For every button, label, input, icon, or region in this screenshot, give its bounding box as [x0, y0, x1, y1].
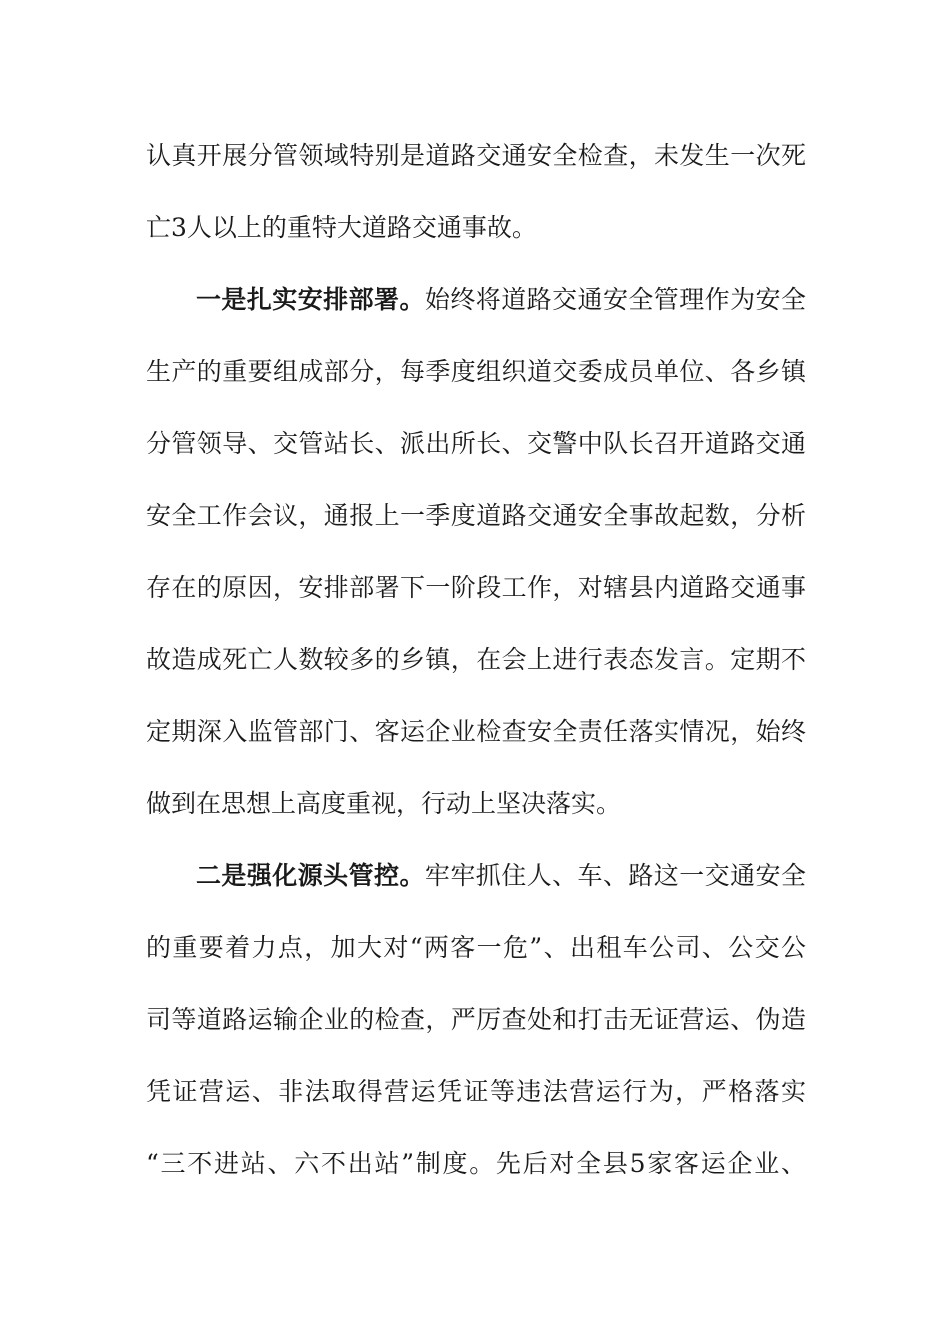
text-line: 亡3人以上的重特大道路交通事故。: [146, 213, 537, 242]
text-line: 安全工作会议，通报上一季度道路交通安全事故起数，分析: [146, 501, 806, 530]
text-line: 的重要着力点，加大对“两客一危”、出租车公司、公交公: [146, 933, 806, 962]
text-line: 分管领导、交管站长、派出所长、交警中队长召开道路交通: [146, 429, 806, 458]
text-line: 故造成死亡人数较多的乡镇，在会上进行表态发言。定期不: [146, 645, 806, 674]
text-line: 认真开展分管领域特别是道路交通安全检查，未发生一次死: [146, 141, 806, 170]
paragraph-first-line: [196, 280, 806, 320]
paragraph-first-line: [196, 856, 806, 896]
paragraph-text: 牢牢抓住人、车、路这一交通安全: [424, 861, 806, 890]
text-line: 定期深入监管部门、客运企业检查安全责任落实情况，始终: [146, 717, 806, 746]
text-line: 凭证营运、非法取得营运凭证等违法营运行为，严格落实: [146, 1077, 806, 1106]
text-line: 司等道路运输企业的检查，严厉查处和打击无证营运、伪造: [146, 1005, 806, 1034]
text-line: 生产的重要组成部分，每季度组织道交委成员单位、各乡镇: [146, 357, 806, 386]
text-line: 做到在思想上高度重视，行动上坚决落实。: [146, 789, 622, 818]
text-line: 存在的原因，安排部署下一阶段工作，对辖县内道路交通事: [146, 573, 806, 602]
paragraph-lead-heading: 二是强化源头管控。: [196, 861, 425, 890]
paragraph-lead-heading: 一是扎实安排部署。: [196, 285, 425, 314]
paragraph-text: 始终将道路交通安全管理作为安全: [424, 285, 806, 314]
text-line: “三不进站、六不出站”制度。先后对全县5家客运企业、: [146, 1149, 806, 1178]
